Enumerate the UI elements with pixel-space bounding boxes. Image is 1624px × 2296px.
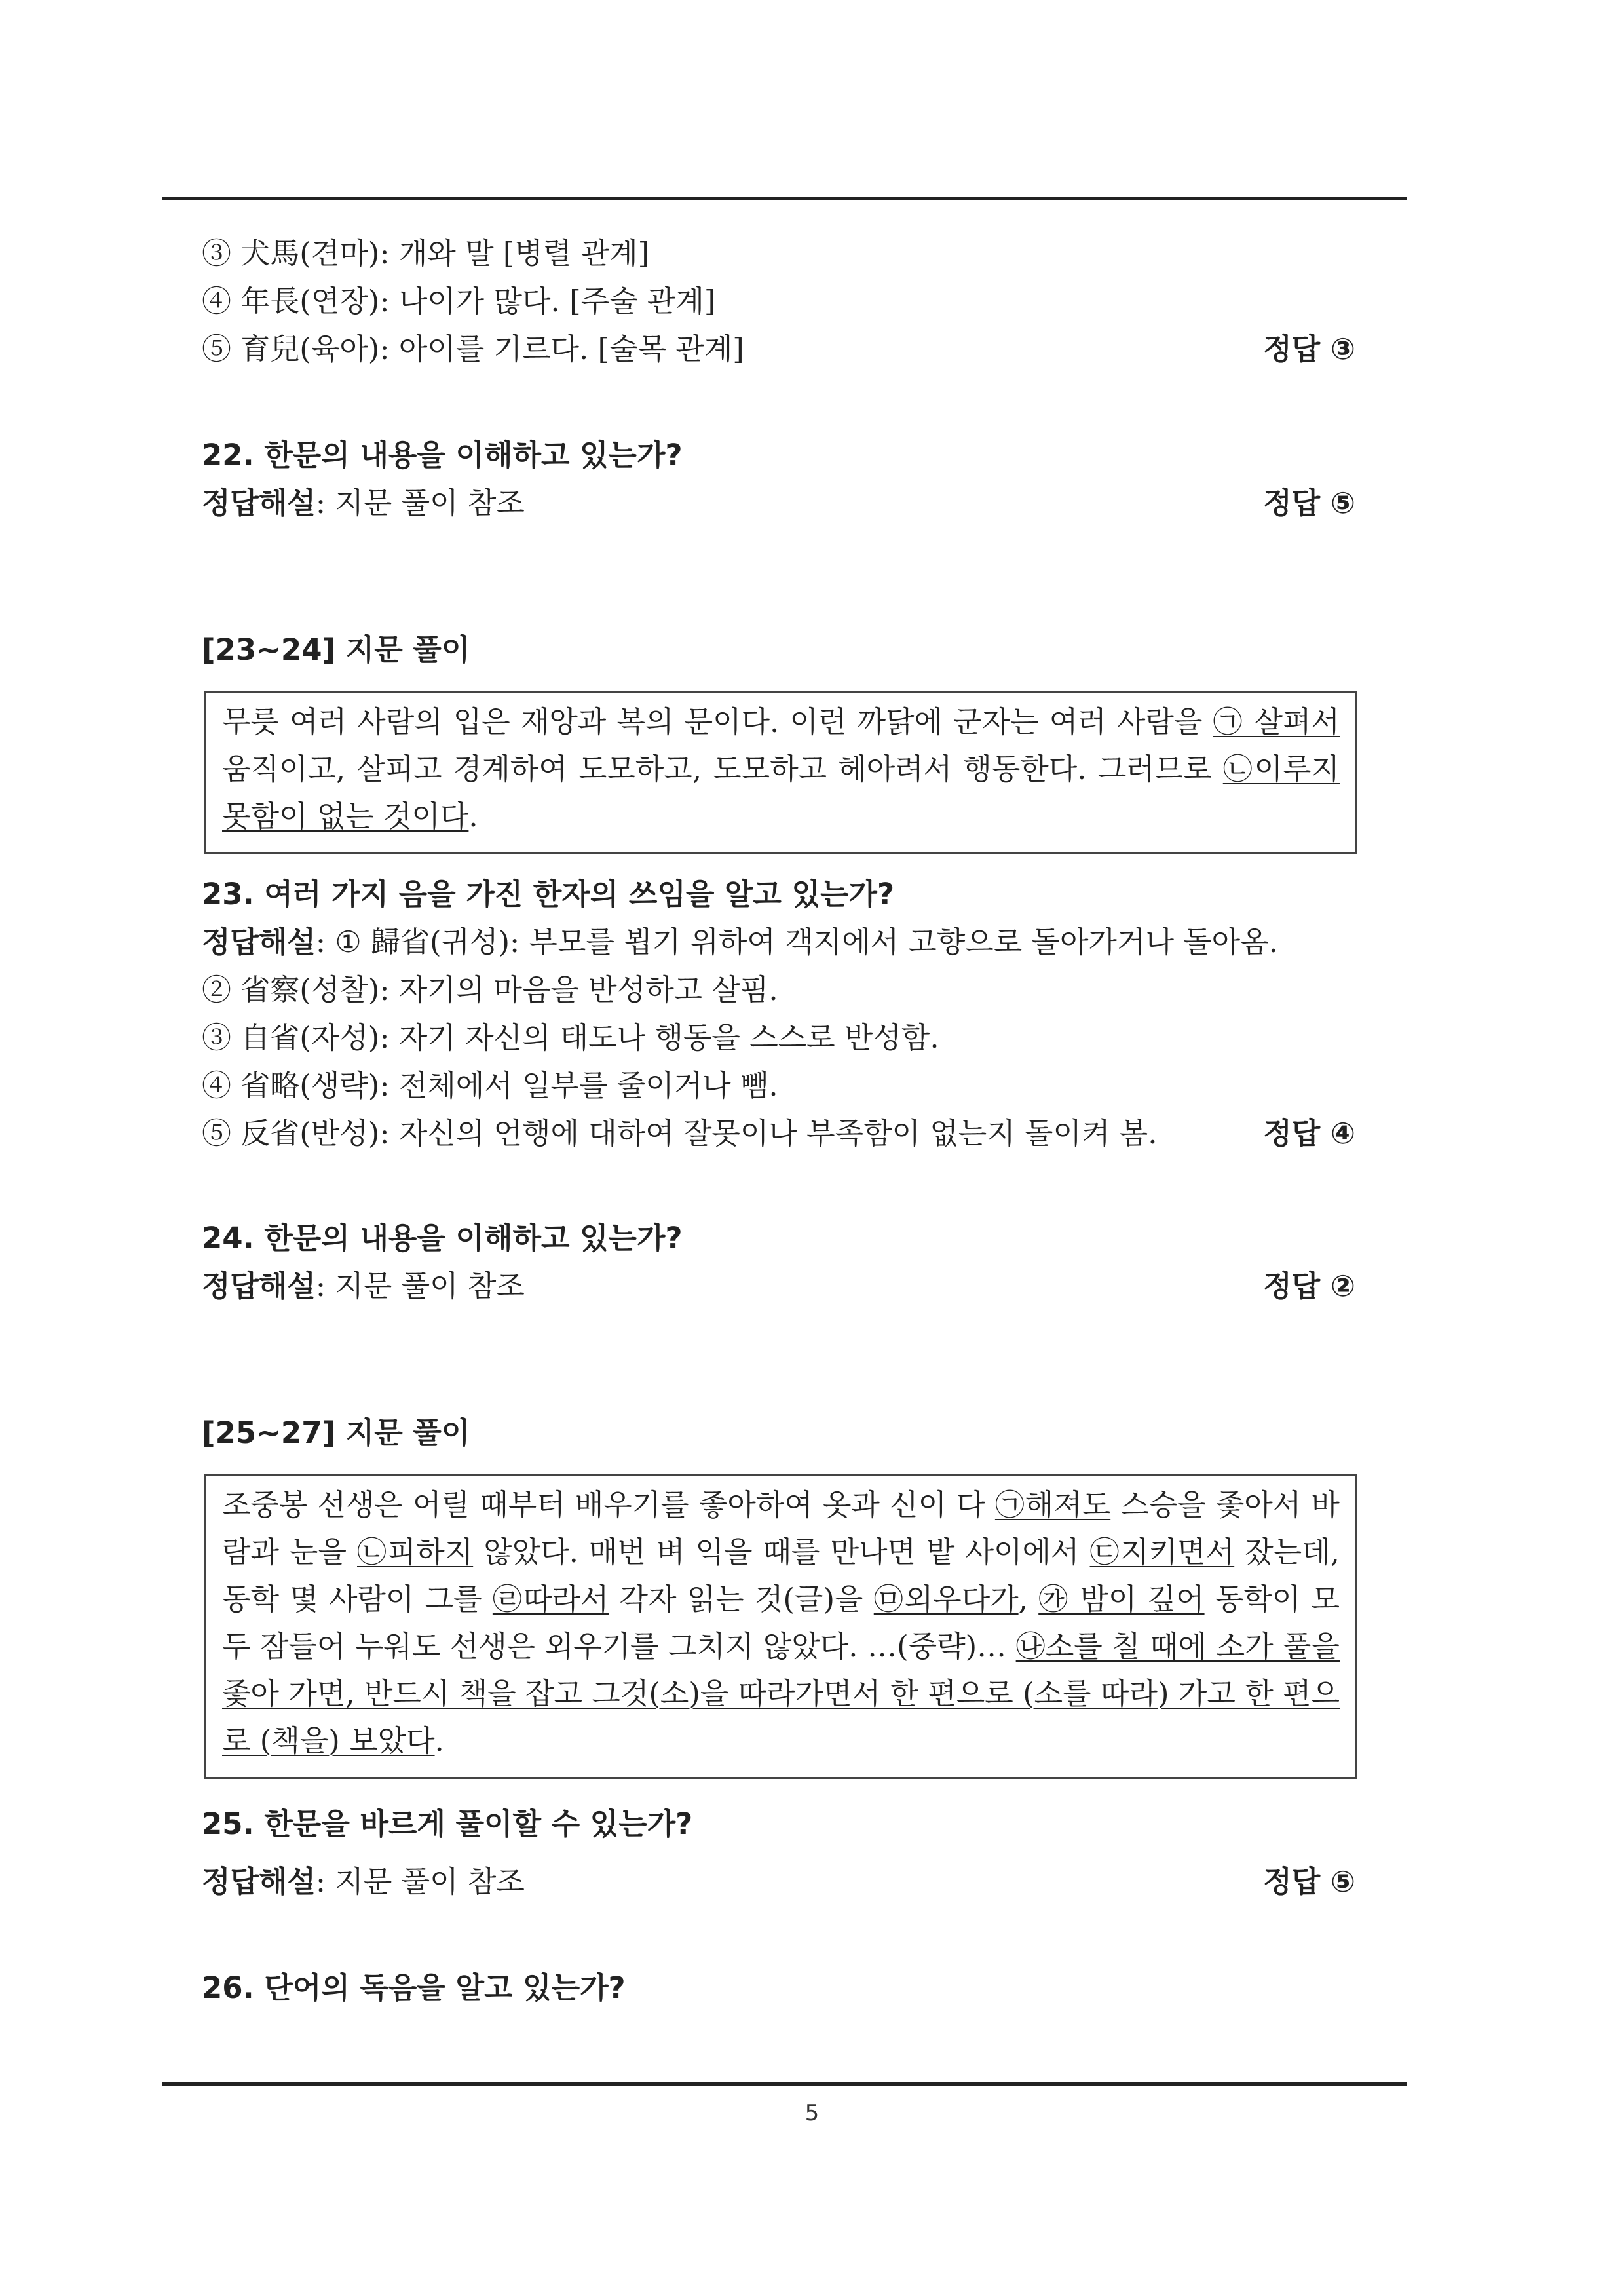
section-23-24-heading: [23~24] 지문 풀이 <box>202 632 470 667</box>
option-5: ⑤ 育兒(육아): 아이를 기르다. [술목 관계] <box>202 332 744 366</box>
passage-text: 각자 읽는 것(글)을 <box>609 1582 874 1617</box>
question-22-title: 22. 한문의 내용을 이해하고 있는가? <box>202 438 683 472</box>
q23-item-3: ③ 自省(자성): 자기 자신의 태도나 행동을 스스로 반성함. <box>202 1020 939 1055</box>
passage-23-24-box <box>204 691 1357 854</box>
passage-text: . <box>468 799 478 833</box>
passage-23-24-text <box>222 698 1340 840</box>
page-number: 5 <box>804 2100 820 2126</box>
passage-text: , <box>1018 1582 1039 1617</box>
passage-text: 무릇 여러 사람의 입은 재앙과 복의 문이다. 이런 까닭에 군자는 여러 사람을 <box>222 704 1213 739</box>
underline-e: ㉤외우다가 <box>873 1582 1019 1617</box>
explanation-label: 정답해설 <box>202 925 316 959</box>
underline-c: ㉢지키면서 <box>1089 1535 1235 1569</box>
explanation-label: 정답해설 <box>202 486 316 520</box>
answer-24: 정답 ② <box>1263 1269 1355 1303</box>
question-24-title: 24. 한문의 내용을 이해하고 있는가? <box>202 1221 683 1255</box>
explanation-label: 정답해설 <box>202 1269 316 1303</box>
question-22-explanation <box>202 484 525 523</box>
passage-text: 않았다. 매번 벼 익을 때를 만나면 밭 사이에서 <box>473 1535 1090 1569</box>
explanation-text: : 지문 풀이 참조 <box>315 486 525 520</box>
question-25-explanation <box>202 1862 525 1902</box>
answer-23: 정답 ④ <box>1263 1116 1355 1151</box>
explanation-text: : 지문 풀이 참조 <box>315 1269 525 1303</box>
question-24-explanation <box>202 1267 525 1306</box>
passage-25-27-text <box>222 1482 1340 1765</box>
explanation-text: : 지문 풀이 참조 <box>315 1864 525 1899</box>
question-23-title: 23. 여러 가지 음을 가진 한자의 쓰임을 알고 있는가? <box>202 877 895 911</box>
explanation-text: : ① 歸省(귀성): 부모를 뵙기 위하여 객지에서 고향으로 돌아가거나 돌아옴. <box>315 925 1278 959</box>
answer-22: 정답 ⑤ <box>1263 486 1355 520</box>
passage-text: 조중봉 선생은 어릴 때부터 배우기를 좋아하여 옷과 신이 다 <box>222 1487 995 1522</box>
answer-25: 정답 ⑤ <box>1263 1864 1355 1899</box>
answer-21: 정답 ③ <box>1263 332 1355 366</box>
q23-item-5: ⑤ 反省(반성): 자신의 언행에 대하여 잘못이나 부족함이 없는지 돌이켜 봄. <box>202 1116 1158 1151</box>
q23-item-2: ② 省察(성찰): 자기의 마음을 반성하고 살핌. <box>202 972 778 1007</box>
question-26-title: 26. 단어의 독음을 알고 있는가? <box>202 1970 626 2005</box>
underline-d: ㉣따라서 <box>492 1582 609 1617</box>
option-4: ④ 年長(연장): 나이가 많다. [주술 관계] <box>202 284 716 318</box>
passage-25-27-box <box>204 1474 1357 1779</box>
passage-text: 잤는데, 동학 몇 사람이 그를 <box>222 1535 1340 1617</box>
passage-text: 동학이 모두 잠들어 누워도 선생은 외우기를 그치지 않았다. …(중략)… <box>222 1582 1340 1664</box>
underline-ga: ㉮ 밤이 깊어 <box>1038 1582 1205 1617</box>
explanation-label: 정답해설 <box>202 1864 316 1899</box>
option-3: ③ 犬馬(견마): 개와 말 [병렬 관계] <box>202 236 650 271</box>
q23-item-4: ④ 省略(생략): 전체에서 일부를 줄이거나 뺌. <box>202 1068 778 1103</box>
header-rule <box>162 197 1407 200</box>
footer-rule <box>162 2082 1407 2086</box>
underline-a: ㉠ 살펴서 <box>1213 704 1340 739</box>
passage-text: . <box>434 1723 444 1758</box>
underline-b: ㉡피하지 <box>357 1535 474 1569</box>
underline-a: ㉠해져도 <box>994 1487 1111 1522</box>
question-23-explanation <box>202 923 1278 962</box>
passage-text: 스승을 좇아서 바람과 눈을 <box>222 1487 1340 1569</box>
underline-na: ㉯소를 칠 때에 소가 풀을 좇아 가면, 반드시 책을 잡고 그것(소)을 따라가면서 한 편으로 (소를 따라) 가고 한 편으로 (책을) 보았다 <box>222 1629 1340 1758</box>
passage-text: 움직이고, 살피고 경계하여 도모하고, 도모하고 헤아려서 행동한다. 그러므로 <box>222 752 1223 786</box>
underline-b: ㉡이루지 못함이 없는 것이다 <box>222 752 1340 833</box>
section-25-27-heading: [25~27] 지문 풀이 <box>202 1415 470 1450</box>
question-25-title: 25. 한문을 바르게 풀이할 수 있는가? <box>202 1807 693 1841</box>
